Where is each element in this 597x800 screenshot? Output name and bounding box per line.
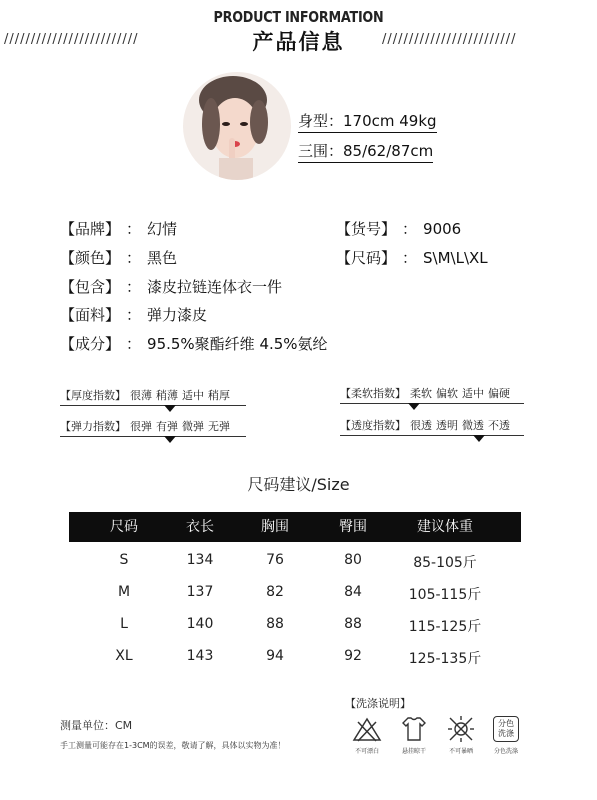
index-option: 稍薄	[156, 389, 178, 402]
table-header-weight: 建议体重	[417, 519, 473, 535]
index-thickness	[60, 387, 234, 403]
index-marker	[164, 405, 176, 412]
table-cell: M	[117, 584, 131, 600]
index-option: 稍厚	[208, 389, 230, 402]
table-cell: XL	[115, 648, 133, 664]
index-line	[340, 403, 524, 404]
care-label: 悬挂晾干	[401, 748, 426, 755]
info-value: S\M\L\XL	[423, 249, 488, 267]
table-header-hip: 臀围	[339, 519, 367, 535]
table-cell: 84	[344, 584, 362, 600]
table-cell: 115-125斤	[408, 619, 482, 635]
table-cell: 94	[266, 648, 284, 664]
info-row-item-number	[336, 218, 461, 239]
decor-slashes-right: /////////////////////////	[382, 32, 517, 47]
title-english: PRODUCT INFORMATION	[213, 8, 384, 26]
care-label: 不可漂白	[354, 748, 379, 755]
info-separator: ：	[126, 278, 142, 296]
index-elasticity	[60, 418, 234, 434]
decor-slashes-left: /////////////////////////	[4, 32, 139, 47]
care-title: 【洗涤说明】	[345, 697, 411, 710]
info-row-sizes	[336, 247, 488, 268]
index-marker	[473, 435, 485, 442]
table-header-length: 衣长	[186, 519, 214, 535]
info-separator: ：	[126, 220, 142, 238]
table-cell: S	[119, 552, 129, 568]
table-header-bust: 胸围	[261, 519, 289, 535]
info-separator: ：	[126, 249, 142, 267]
info-separator: ：	[402, 249, 418, 267]
table-cell: 137	[186, 584, 214, 600]
model-body-stats: 身型：170cm 49kg	[298, 110, 437, 133]
model-photo	[183, 72, 291, 180]
index-option: 很透	[410, 419, 432, 432]
index-option: 无弹	[208, 420, 230, 433]
index-option: 微弹	[182, 420, 204, 433]
info-row-includes	[60, 276, 282, 297]
table-cell: 140	[186, 616, 214, 632]
index-option: 不透	[488, 419, 510, 432]
info-separator: ：	[402, 220, 418, 238]
table-cell: 105-115斤	[408, 587, 482, 603]
info-value: 漆皮拉链连体衣一件	[147, 278, 283, 296]
care-label: 分色洗涤	[493, 748, 518, 755]
index-option: 很弹	[130, 420, 152, 433]
care-label: 不可暴晒	[448, 748, 473, 755]
index-option: 偏硬	[488, 387, 510, 400]
info-value: 黑色	[147, 249, 178, 267]
index-softness	[340, 385, 514, 401]
no-bleach-icon	[352, 716, 382, 746]
index-line	[60, 405, 246, 406]
title-chinese: 产品信息	[252, 30, 345, 54]
table-cell: 76	[266, 552, 284, 568]
table-cell: 92	[344, 648, 362, 664]
info-value: 9006	[423, 220, 462, 238]
model-measurements: 三围：85/62/87cm	[298, 140, 433, 163]
info-row-composition	[60, 333, 328, 354]
info-label: 【面料】	[60, 306, 121, 324]
info-row-brand	[60, 218, 177, 239]
index-option: 偏软	[436, 387, 458, 400]
no-sun-icon	[446, 714, 476, 748]
info-row-fabric	[60, 304, 207, 325]
info-label: 【品牌】	[60, 220, 121, 238]
table-cell: L	[120, 616, 128, 632]
info-row-color	[60, 247, 177, 268]
info-label: 【成分】	[60, 335, 121, 353]
table-header-size: 尺码	[110, 519, 138, 535]
index-label: 【厚度指数】	[60, 389, 126, 402]
info-separator: ：	[126, 335, 142, 353]
index-label: 【透度指数】	[340, 419, 406, 432]
table-cell: 80	[344, 552, 362, 568]
info-label: 【颜色】	[60, 249, 121, 267]
index-option: 柔软	[410, 387, 432, 400]
table-cell: 82	[266, 584, 284, 600]
index-line	[340, 435, 524, 436]
index-option: 很薄	[130, 389, 152, 402]
info-value: 95.5%聚酯纤维 4.5%氨纶	[147, 335, 328, 353]
index-option: 微透	[462, 419, 484, 432]
index-label: 【弹力指数】	[60, 420, 126, 433]
index-label: 【柔软指数】	[340, 387, 406, 400]
index-option: 有弹	[156, 420, 178, 433]
index-transparency	[340, 417, 514, 433]
index-marker	[408, 403, 420, 410]
info-label: 【尺码】	[336, 249, 397, 267]
table-cell: 88	[344, 616, 362, 632]
table-cell: 134	[186, 552, 214, 568]
index-option: 适中	[182, 389, 204, 402]
size-section-title: 尺码建议/Size	[247, 475, 350, 494]
info-value: 弹力漆皮	[147, 306, 208, 324]
info-label: 【包含】	[60, 278, 121, 296]
table-cell: 88	[266, 616, 284, 632]
table-cell: 143	[186, 648, 214, 664]
table-cell: 125-135斤	[408, 651, 482, 667]
index-line	[60, 436, 246, 437]
table-cell: 85-105斤	[413, 555, 477, 571]
index-marker	[164, 436, 176, 443]
info-label: 【货号】	[336, 220, 397, 238]
measurement-unit: 测量单位：CM	[60, 719, 133, 732]
separate-wash-icon: 分色 洗涤	[493, 716, 519, 742]
info-separator: ：	[126, 306, 142, 324]
info-value: 幻情	[147, 220, 178, 238]
hang-dry-icon	[399, 714, 429, 748]
measurement-note: 手工测量可能存在1-3CM的误差，敬请了解，具体以实物为准！	[60, 741, 286, 750]
index-option: 透明	[436, 419, 458, 432]
index-option: 适中	[462, 387, 484, 400]
